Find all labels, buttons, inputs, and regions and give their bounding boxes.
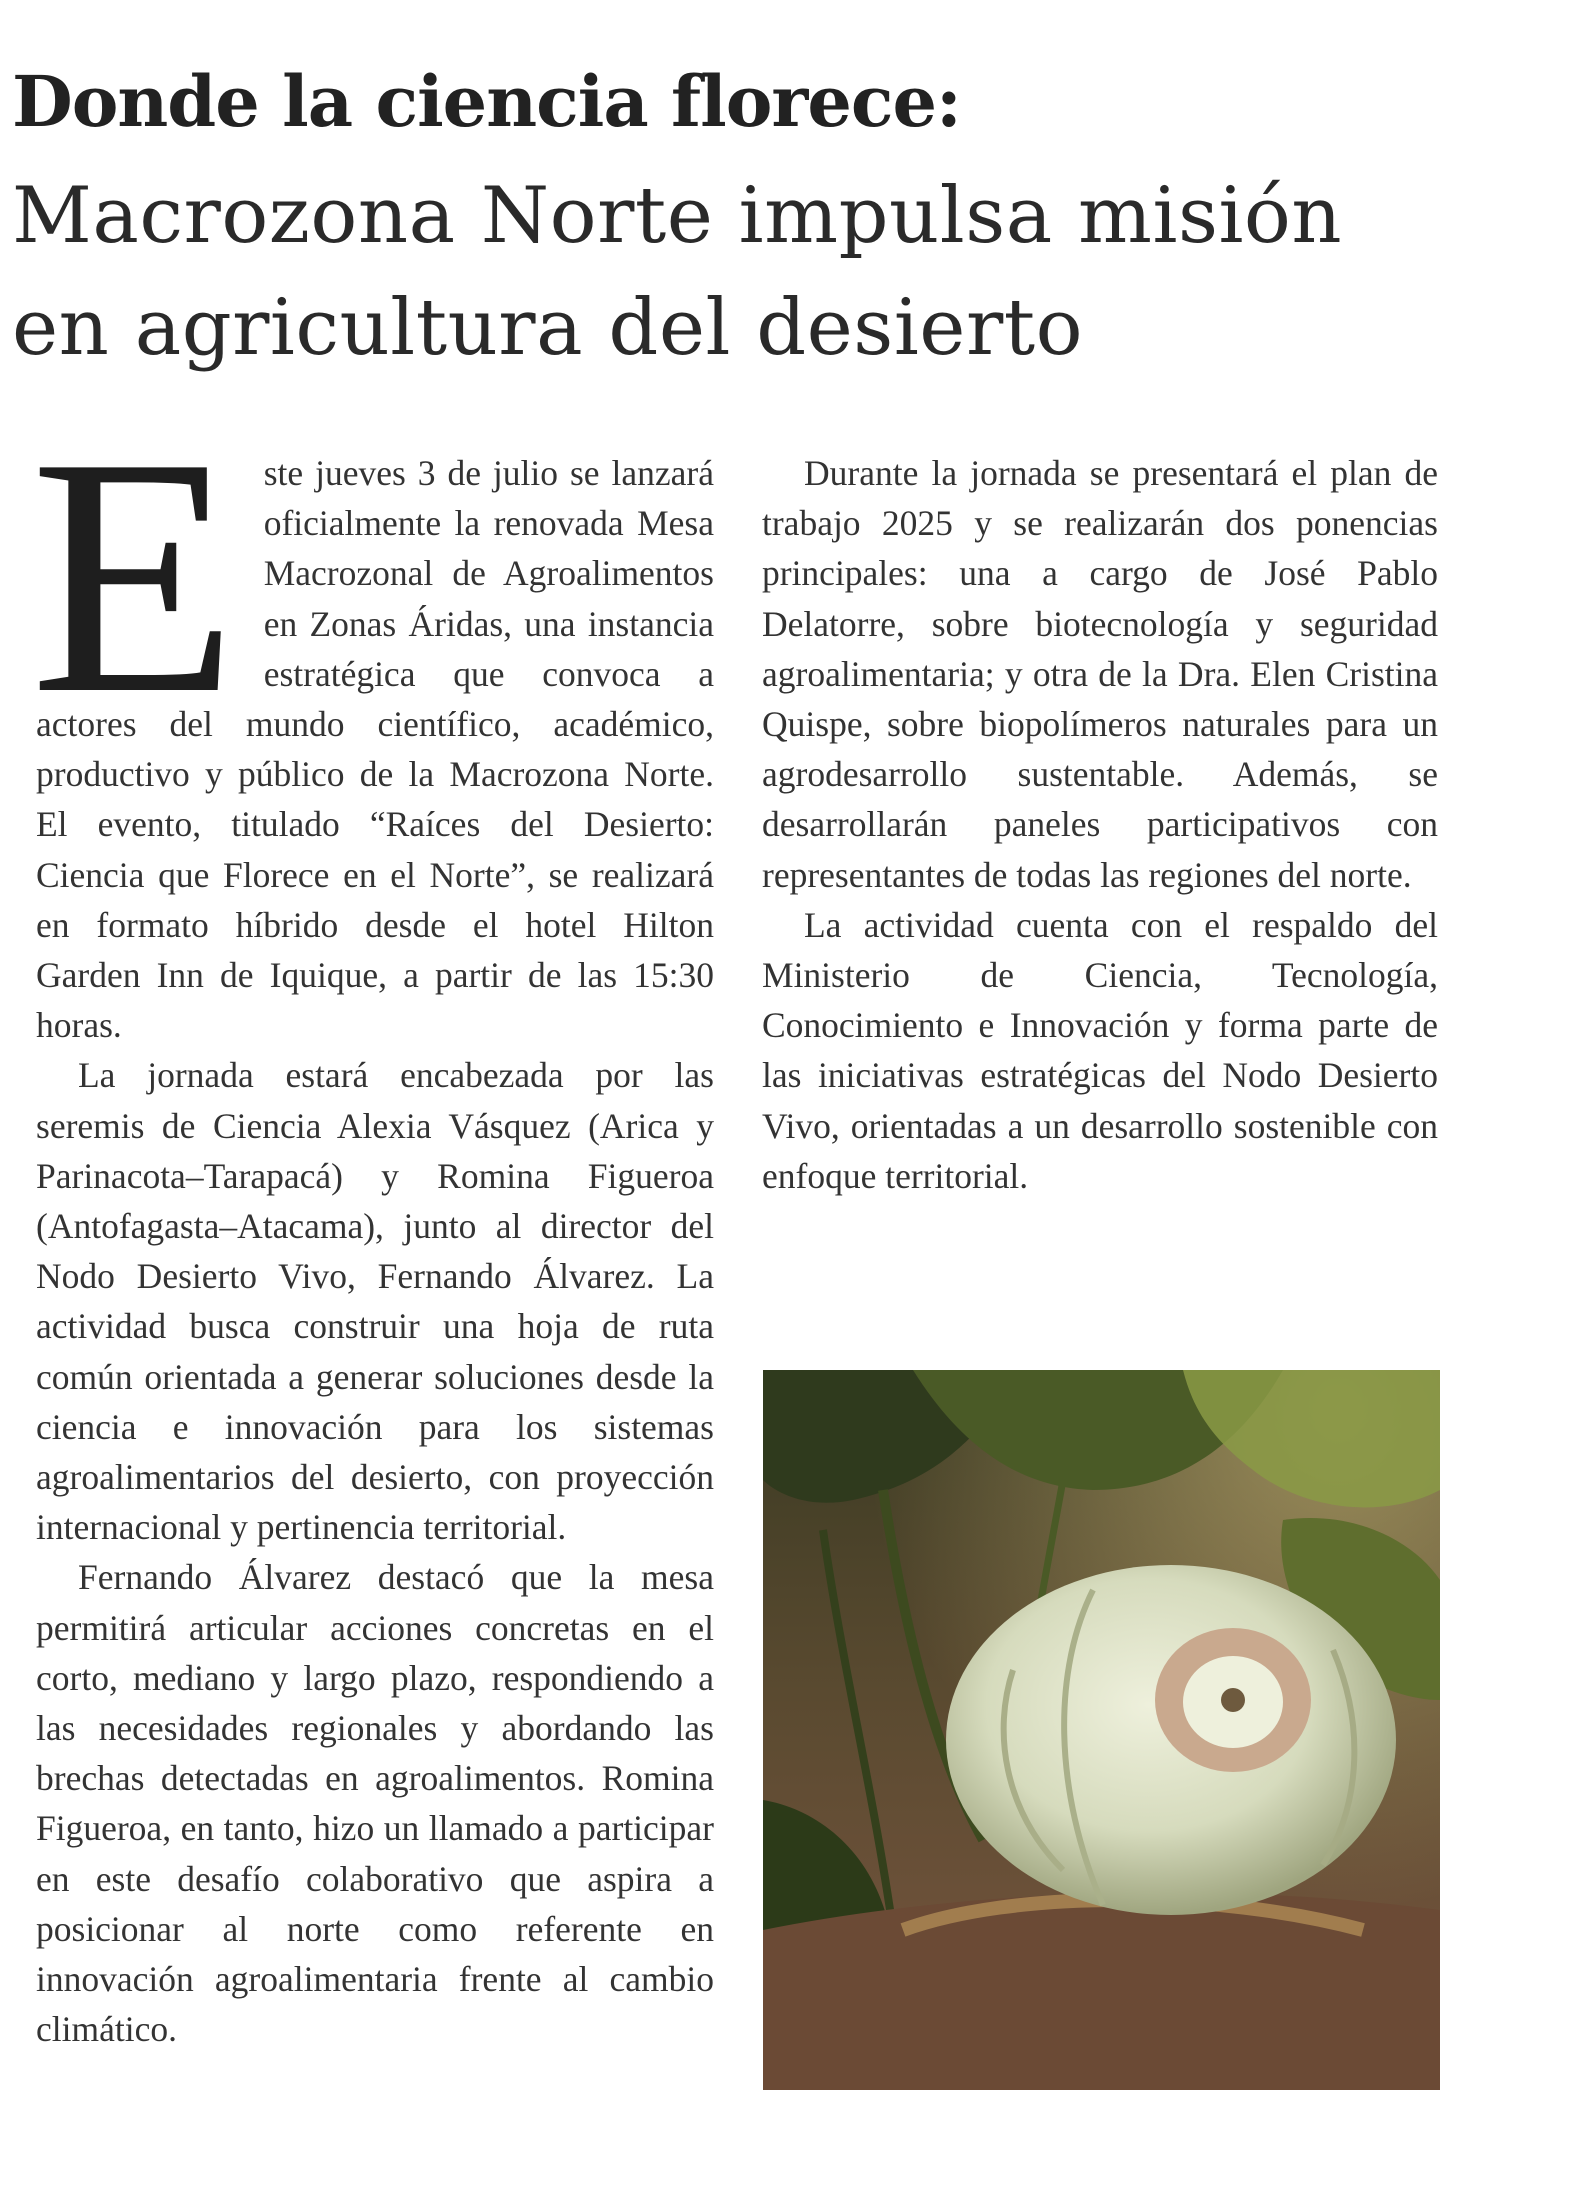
headline-line-1: Donde la ciencia florece: <box>12 60 961 143</box>
pumpkin-scar <box>1221 1688 1245 1712</box>
paragraph-5: La actividad cuenta con el respaldo del Ministerio de Ciencia, Tecnología, Conocimiento e Innovación y forma parte de las iniciativas estratégicas del Nodo Desierto Vivo, orientadas a un desarrollo sostenible con enfoque territorial. <box>762 904 1438 1196</box>
headline-subtitle <box>12 160 1582 384</box>
paragraph-2: La jornada estará encabezada por las seremis de Ciencia Alexia Vásquez (Arica y Parinacota–Tarapacá) y Romina Figueroa (Antofagasta–Atacama), junto al director del Nodo Desierto Vivo, Fernando Álvarez. La actividad busca construir una hoja de ruta común orientada a generar soluciones desde la ciencia e innovación para los sistemas agroalimentarios del desierto, con proyección internacional y pertinencia territorial. <box>36 1055 714 1548</box>
paragraph-4: Durante la jornada se presentará el plan de trabajo 2025 y se realizarán dos ponencias principales: una a cargo de José Pablo Delatorre, sobre biotecnología y seguridad agroalimentaria; y otra de la Dra. Elen Cristina Quispe, sobre biopolímeros naturales para un agrodesarrollo sustentable. Además, se desarrollarán paneles participativos con representantes de todas las regiones del norte. <box>762 453 1438 895</box>
paragraph-1 <box>30 387 714 1050</box>
article-column-left <box>30 387 714 2055</box>
pumpkin-illustration <box>763 1370 1440 2090</box>
drop-cap: E <box>30 387 238 764</box>
paragraph-3: Fernando Álvarez destacó que la mesa permitirá articular acciones concretas en el corto, mediano y largo plazo, respondiendo a las necesidades regionales y abordando las brechas detectadas en agroalimentos. Romina Figueroa, en tanto, hizo un llamado a participar en este desafío colaborativo que aspira a posicionar al norte como referente en innovación agroalimentaria frente al cambio climático. <box>36 1557 714 2050</box>
pumpkin-photo <box>763 1370 1440 2090</box>
headline-line-3: en agricultura del desierto <box>12 283 1084 373</box>
paragraph-1-text: ste jueves 3 de julio se lanzará oficialmente la renovada Mesa Macrozonal de Agroalimentos en Zonas Áridas, una instancia estratégica que convoca a actores del mundo científico, académico, productivo y público de la Macrozona Norte. El evento, titulado “Raíces del Desierto: Ciencia que Florece en el Norte”, se realizará en formato híbrido desde el hotel Hilton Garden Inn de Iquique, a partir de las 15:30 horas. <box>36 453 714 1046</box>
article-column-right <box>762 448 1438 1201</box>
headline-line-2: Macrozona Norte impulsa misión <box>12 171 1343 261</box>
